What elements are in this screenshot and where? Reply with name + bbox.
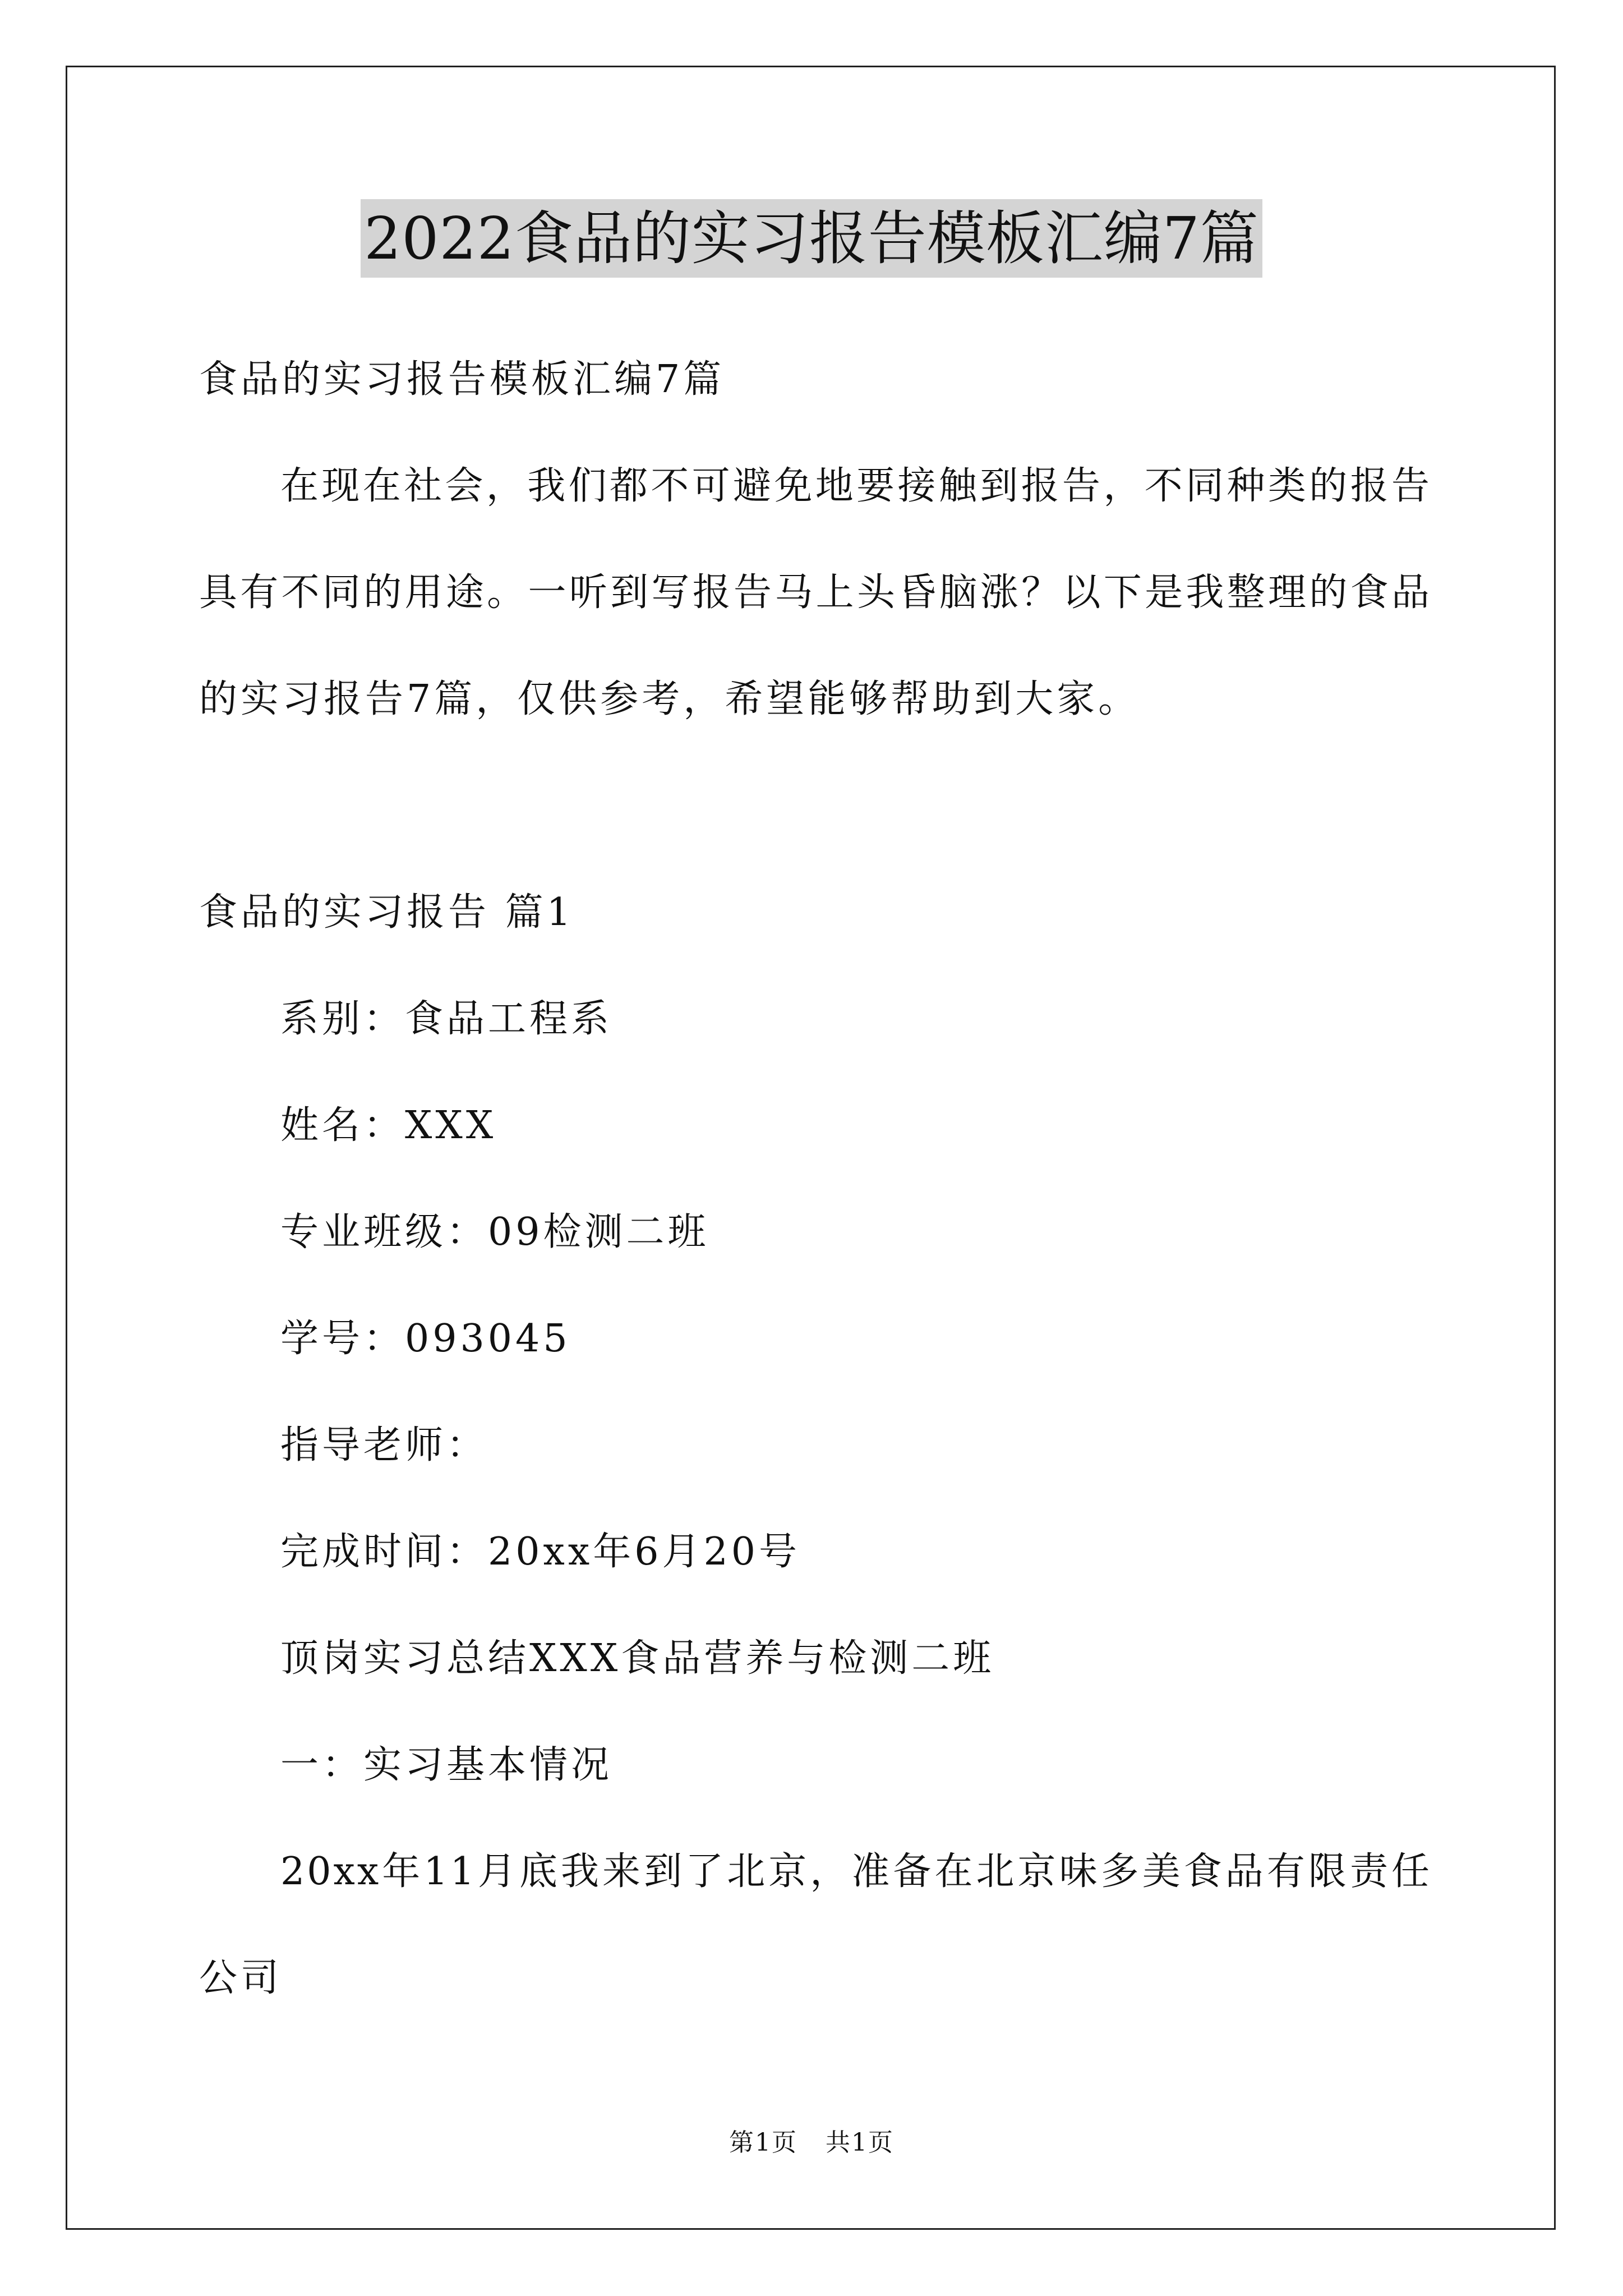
- section-heading: 食品的实习报告 篇1: [199, 890, 574, 935]
- name-field: 姓名：XXX: [280, 1103, 497, 1148]
- body-line-2: 公司: [199, 1956, 283, 2000]
- title-wrap: [0, 199, 1623, 278]
- completion-date-field: 完成时间：20xx年6月20号: [280, 1530, 801, 1574]
- department-field: 系别：食品工程系: [280, 997, 613, 1041]
- document-title: 2022食品的实习报告模板汇编7篇: [361, 199, 1262, 278]
- page-footer: [0, 2126, 1623, 2160]
- intro-line-2: 具有不同的用途。一听到写报告马上头昏脑涨？以下是我整理的食品: [199, 570, 1432, 615]
- class-field: 专业班级：09检测二班: [280, 1210, 709, 1254]
- page-total: 共1页: [826, 2128, 894, 2157]
- subheading: 一：实习基本情况: [280, 1743, 613, 1787]
- student-id-field: 学号：093045: [280, 1317, 571, 1361]
- summary-line: 顶岗实习总结XXX食品营养与检测二班: [280, 1636, 995, 1681]
- intro-line-3: 的实习报告7篇，仅供参考，希望能够帮助到大家。: [199, 677, 1140, 721]
- document-subtitle: 食品的实习报告模板汇编7篇: [199, 357, 725, 402]
- advisor-field: 指导老师：: [280, 1423, 488, 1467]
- intro-line-1: 在现在社会，我们都不可避免地要接触到报告，不同种类的报告: [280, 464, 1432, 508]
- page-number: 第1页: [729, 2128, 797, 2157]
- body-line-1: 20xx年11月底我来到了北京，准备在北京味多美食品有限责任: [280, 1849, 1432, 1894]
